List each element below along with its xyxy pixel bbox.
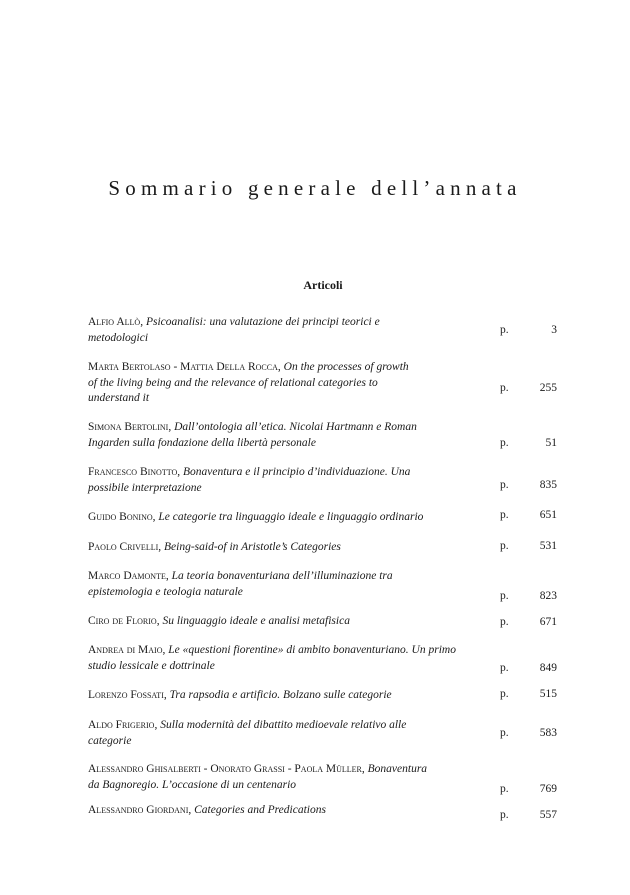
entry-title: Le «questioni fiorentine» di ambito bonaventuriano. Un primo studio lessicale e dottrinale	[88, 644, 456, 672]
toc-entry	[88, 315, 558, 346]
entry-title: On the processes of growth of the living being and the relevance of relational categories to understand it	[88, 361, 409, 404]
entry-text	[88, 315, 408, 346]
entry-author: Simona Bertolini	[88, 421, 169, 433]
entry-author: Alfio Allò	[88, 316, 141, 328]
entry-text	[88, 762, 433, 793]
page-number: 531	[539, 540, 557, 552]
entry-author: Guido Bonino	[88, 511, 153, 523]
page-number: 515	[539, 688, 557, 700]
toc-entry	[88, 510, 558, 526]
page-number: 671	[539, 616, 557, 628]
toc-entry	[88, 688, 558, 704]
page-number: 849	[539, 661, 557, 674]
entry-author: Ciro de Florio	[88, 615, 157, 627]
entry-separator: ,	[154, 719, 161, 731]
entry-text	[88, 614, 488, 630]
entry-title: Being-said-of in Aristotle’s Categories	[164, 541, 341, 553]
page-prefix: p.	[500, 688, 509, 700]
toc-entry	[88, 803, 558, 819]
page-prefix: p.	[500, 589, 509, 602]
entry-separator: ,	[277, 361, 284, 373]
section-heading: Articoli	[303, 278, 343, 292]
entry-text	[88, 718, 408, 749]
entry-title: Categories and Predications	[194, 804, 326, 816]
entry-title: Tra rapsodia e artificio. Bolzano sulle categorie	[169, 689, 392, 701]
entry-author: Marco Damonte	[88, 570, 166, 582]
entry-separator: ,	[162, 644, 169, 656]
page-number: 557	[539, 809, 557, 821]
entry-text	[88, 465, 453, 496]
entry-separator: ,	[188, 804, 195, 816]
toc-entry	[88, 718, 558, 749]
toc-entry	[88, 360, 558, 407]
page-number: 583	[539, 726, 557, 739]
entry-author: Lorenzo Fossati	[88, 689, 164, 701]
entry-author: Francesco Binotto	[88, 466, 178, 478]
entry-author: Alessandro Ghisalberti - Onorato Grassi - Paola Müller	[88, 763, 362, 775]
page-number: 651	[539, 509, 557, 521]
page-number: 3	[551, 323, 557, 336]
entry-title: Psicoanalisi: una valutazione dei principi teorici e metodologici	[88, 316, 380, 344]
entry-separator: ,	[361, 763, 368, 775]
page-prefix: p.	[500, 616, 509, 628]
toc-entry	[88, 465, 558, 496]
entry-title: Le categorie tra linguaggio ideale e linguaggio ordinario	[158, 511, 424, 523]
entry-text	[88, 688, 488, 704]
page-prefix: p.	[500, 726, 509, 739]
entry-title: Bonaventura e il principio d’individuazione. Una possibile interpretazione	[88, 466, 411, 494]
page-number: 255	[539, 382, 557, 394]
entry-text	[88, 569, 418, 600]
page-prefix: p.	[500, 809, 509, 821]
page-prefix: p.	[500, 382, 509, 394]
page-prefix: p.	[500, 782, 509, 795]
entry-text	[88, 803, 488, 819]
entry-title: Sulla modernità del dibattito medioevale relativo alle categorie	[88, 719, 407, 747]
entry-author: Alessandro Giordani	[88, 804, 189, 816]
page-number: 769	[539, 782, 557, 795]
page-prefix: p.	[500, 509, 509, 521]
page-title: Sommario generale dell’annata	[108, 176, 522, 200]
toc-entry	[88, 762, 558, 793]
entry-separator: ,	[158, 541, 165, 553]
page-prefix: p.	[500, 323, 509, 336]
entry-separator: ,	[152, 511, 159, 523]
entry-separator: ,	[140, 316, 146, 328]
entry-text	[88, 360, 418, 407]
entry-title: Su linguaggio ideale e analisi metafisica	[162, 615, 350, 627]
entry-title: Dall’ontologia all’etica. Nicolai Hartmann e Roman Ingarden sulla fondazione della libertà personale	[88, 421, 417, 449]
entry-separator: ,	[177, 466, 183, 478]
entry-text	[88, 510, 488, 526]
entry-author: Paolo Crivelli	[88, 541, 159, 553]
entry-separator: ,	[168, 421, 175, 433]
toc-entry	[88, 614, 558, 630]
page-prefix: p.	[500, 540, 509, 552]
entry-separator: ,	[165, 570, 172, 582]
entry-separator: ,	[163, 689, 170, 701]
page-number: 835	[539, 478, 557, 491]
toc-entry	[88, 540, 558, 556]
page-prefix: p.	[500, 436, 509, 449]
toc-entry	[88, 643, 558, 674]
entry-text	[88, 420, 433, 451]
toc-entry	[88, 420, 558, 451]
entry-author: Aldo Frigerio	[88, 719, 155, 731]
toc-entry	[88, 569, 558, 600]
page-prefix: p.	[500, 661, 509, 674]
entry-separator: ,	[156, 615, 163, 627]
entry-title: Bonaventura da Bagnoregio. L’occasione di un centenario	[88, 763, 428, 791]
entry-title: La teoria bonaventuriana dell’illuminazione tra epistemologia e teologia naturale	[88, 570, 393, 598]
page-prefix: p.	[500, 478, 509, 491]
entry-author: Marta Bertolaso - Mattia Della Rocca	[88, 361, 278, 373]
entry-author: Andrea di Maio	[88, 644, 163, 656]
entry-text	[88, 540, 488, 556]
page-number: 823	[539, 589, 557, 602]
entry-text	[88, 643, 463, 674]
page-number: 51	[545, 436, 557, 449]
